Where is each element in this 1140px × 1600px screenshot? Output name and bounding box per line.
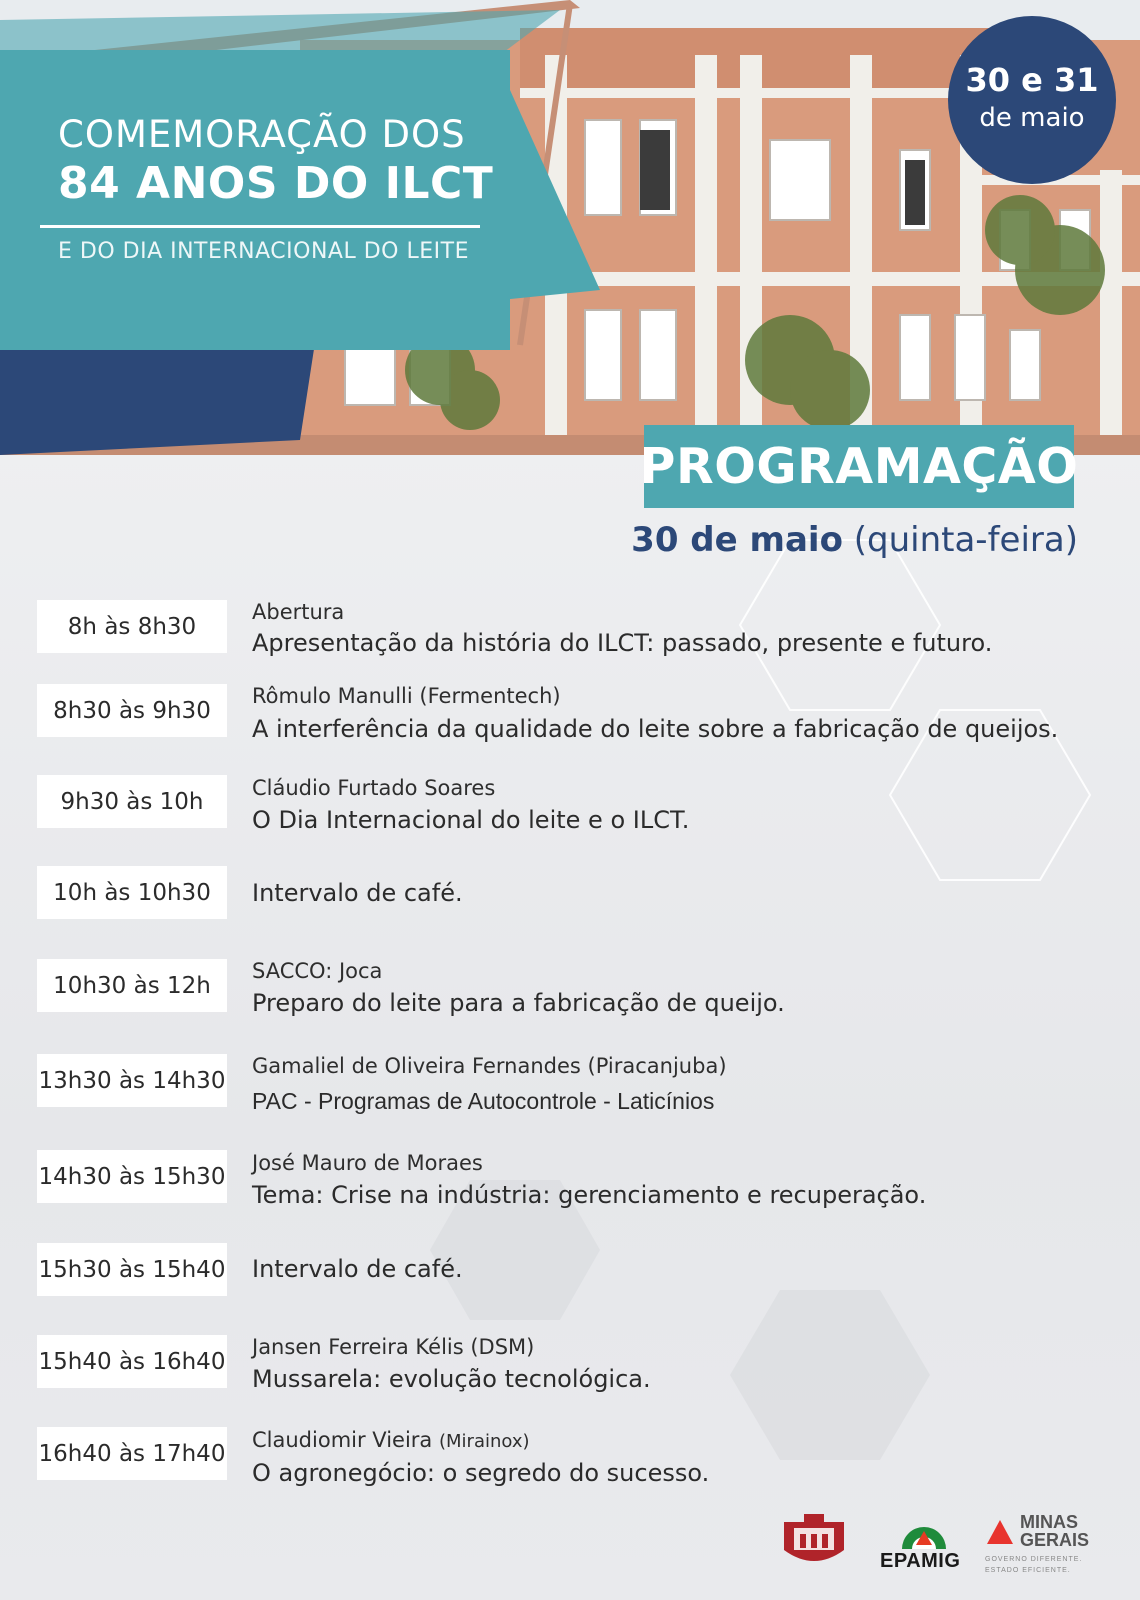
day-name: (quinta-feira) (853, 520, 1078, 560)
speaker (252, 1428, 530, 1452)
time-slot: 15h40 às 16h40 (37, 1335, 227, 1388)
minas-gerais-triangle-logo (985, 1518, 1015, 1546)
subtitle: E DO DIA INTERNACIONAL DO LEITE (58, 239, 469, 264)
mg-line-1: MINAS (1020, 1512, 1078, 1532)
time-slot: 15h30 às 15h40 (37, 1243, 227, 1296)
title-divider (40, 225, 480, 228)
mg-tagline-2: ESTADO EFICIENTE. (985, 1567, 1071, 1574)
speaker: José Mauro de Moraes (252, 1151, 483, 1175)
mg-tagline-1: GOVERNO DIFERENTE. (985, 1556, 1083, 1563)
time-slot: 8h30 às 9h30 (37, 684, 227, 737)
badge-dates: 30 e 31 (965, 61, 1099, 99)
talk-title: A interferência da qualidade do leite sobre a fabricação de queijos. (252, 715, 1059, 743)
speaker: Rômulo Manulli (Fermentech) (252, 684, 561, 708)
title-line-2: 84 ANOS DO ILCT (58, 158, 494, 209)
talk-title: Mussarela: evolução tecnológica. (252, 1365, 651, 1393)
day-heading (631, 520, 1078, 560)
talk-title: Preparo do leite para a fabricação de queijo. (252, 989, 785, 1017)
talk-title: Intervalo de café. (252, 879, 463, 907)
talk-title: PAC - Programas de Autocontrole - Laticínios (252, 1088, 715, 1114)
ilct-crest-logo (778, 1510, 850, 1572)
talk-title: Intervalo de café. (252, 1255, 463, 1283)
mg-line-2: GERAIS (1020, 1530, 1090, 1550)
speaker: SACCO: Joca (252, 959, 383, 983)
time-slot: 8h às 8h30 (37, 600, 227, 653)
speaker: Cláudio Furtado Soares (252, 776, 496, 800)
program-heading: PROGRAMAÇÃO (639, 438, 1079, 495)
talk-title: O Dia Internacional do leite e o ILCT. (252, 806, 690, 834)
speaker: Gamaliel de Oliveira Fernandes (Piracanjuba) (252, 1054, 727, 1078)
talk-title: Tema: Crise na indústria: gerenciamento e recuperação. (252, 1181, 927, 1209)
speaker-company: (Mirainox) (438, 1431, 530, 1452)
time-slot: 10h30 às 12h (37, 959, 227, 1012)
epamig-logo (898, 1515, 950, 1553)
title-line-1: COMEMORAÇÃO DOS (58, 113, 466, 156)
day-date: 30 de maio (631, 520, 843, 560)
time-slot: 16h40 às 17h40 (37, 1427, 227, 1480)
date-badge (948, 16, 1116, 184)
speaker-name: Claudiomir Vieira (252, 1428, 433, 1452)
time-slot: 13h30 às 14h30 (37, 1054, 227, 1107)
time-slot: 10h às 10h30 (37, 866, 227, 919)
speaker: Jansen Ferreira Kélis (DSM) (252, 1335, 535, 1359)
speaker: Abertura (252, 600, 345, 624)
time-slot: 14h30 às 15h30 (37, 1150, 227, 1203)
talk-title: Apresentação da história do ILCT: passado, presente e futuro. (252, 629, 993, 657)
badge-month: de maio (979, 103, 1085, 133)
time-slot: 9h30 às 10h (37, 775, 227, 828)
talk-title: O agronegócio: o segredo do sucesso. (252, 1459, 710, 1487)
epamig-name: EPAMIG (880, 1550, 961, 1572)
program-banner (639, 425, 1079, 508)
